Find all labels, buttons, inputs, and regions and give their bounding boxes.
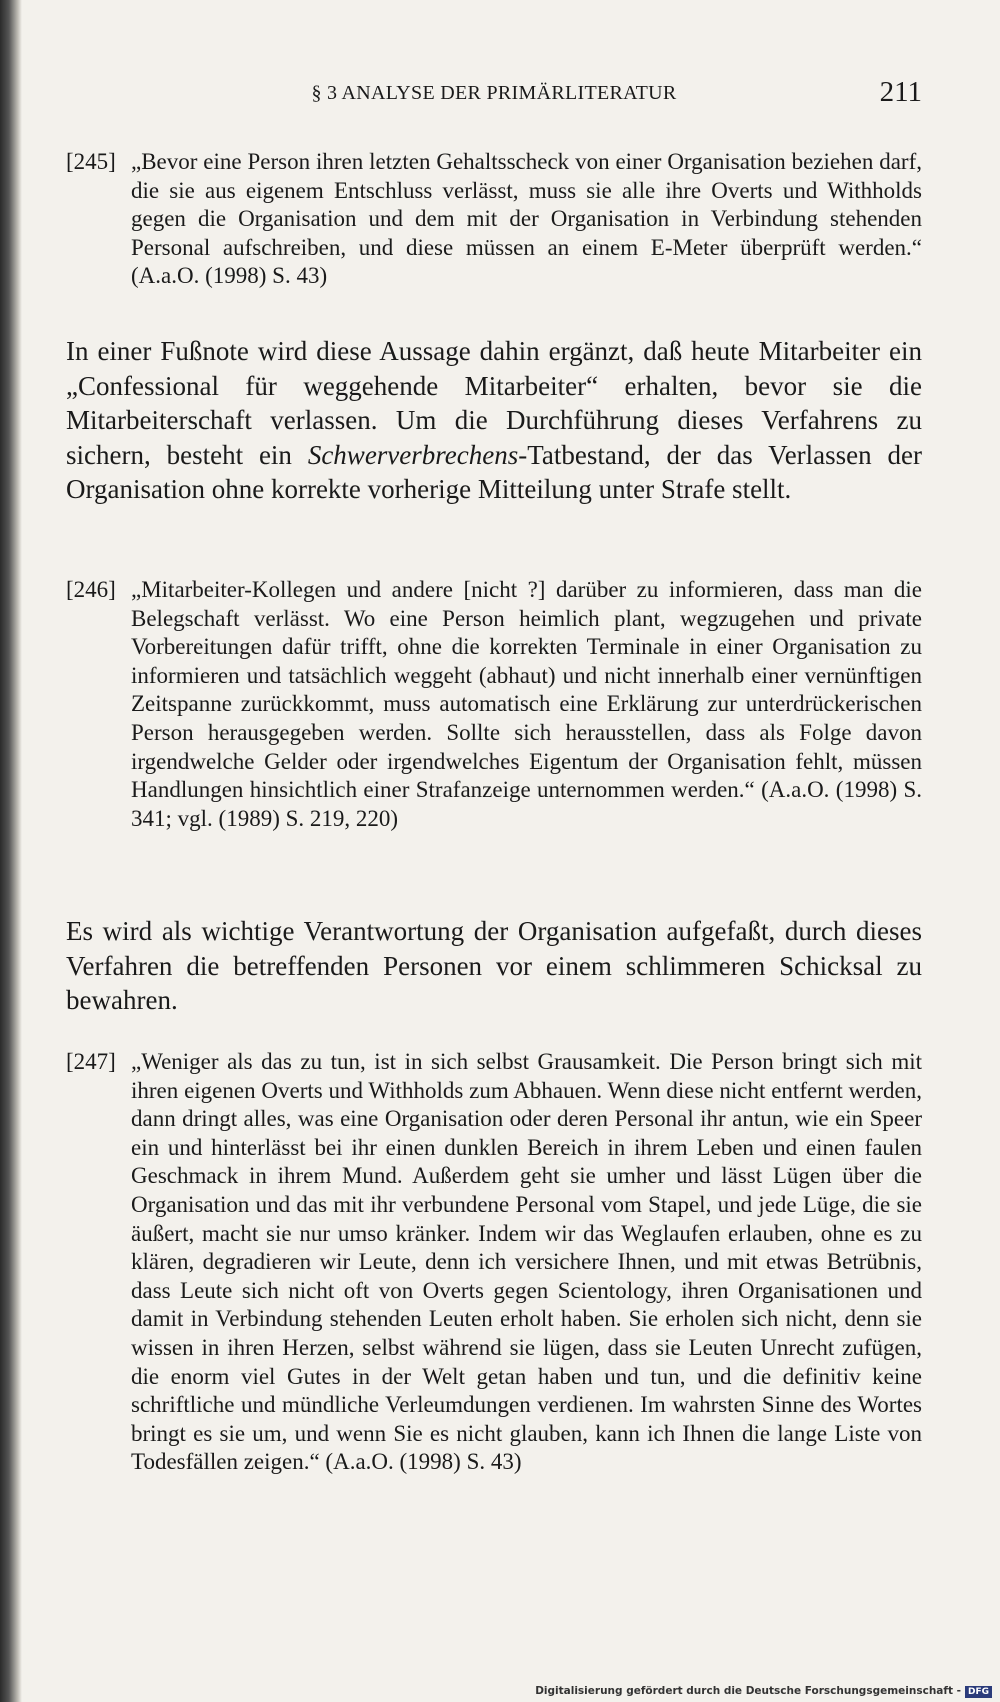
emphasis-term: Schwerverbrechens (307, 439, 519, 470)
paragraph-text: Es wird als wichtige Verantwortung der Organisation aufgefaßt, durch dieses Verfahren die betreffenden Personen vor einem schlimmeren Schicksal zu bewahren. (66, 916, 922, 1015)
digitization-footer (535, 1685, 992, 1698)
quote-text: „Bevor eine Person ihren letzten Gehaltsscheck von einer Organisation beziehen darf, die sie aus eigenem Entschluss verlässt, muss sie alle ihre Overts und Withholds gegen die Organisation und dem mit der Organisation in Verbindung stehenden Personal aufschreiben, und diese müssen an einem E-Meter überprüft werden.“ (A.a.O. (1998) S. 43) (131, 149, 922, 289)
paragraph-text: -Tatbestand, der das Verlassen der Organisation ohne korrekte vorherige Mitteilung unter Strafe stellt. (66, 439, 923, 504)
quote-number: [247] (66, 1049, 116, 1074)
quote-block-246 (66, 576, 922, 833)
quote-text: „Mitarbeiter-Kollegen und andere [nicht ?] darüber zu informieren, dass man die Belegschaft verlässt. Wo eine Person heimlich plant, wegzugehen und private Vorbereitungen dafür trifft, ohne die korrekten Terminale in einer Organisation zu informieren und tatsächlich weggeht (abhaut) und nicht innerhalb einer vernünftigen Zeitspanne zurückkommt, muss automatisch eine Erklärung zur unterdrückerischen Person herausgegeben werden. Sollte sich herausstellen, dass als Folge davon irgendwelche Gelder oder irgendwelches Eigentum der Organisation fehlt, müssen Handlungen hinsichtlich einer Strafanzeige unternommen werden.“ (A.a.O. (1998) S. 341; vgl. (1989) S. 219, 220) (131, 577, 922, 831)
paragraph-text: In einer Fußnote wird diese Aussage dahin ergänzt, daß heute Mitarbeiter ein „Confessional für weggehende Mitarbeiter“ erhalten, bevor sie die Mitarbeiterschaft verlassen. Um die Durchführung dieses Verfahrens zu sichern, besteht ein (66, 336, 922, 470)
dfg-logo: DFG (965, 1686, 992, 1698)
body-paragraph-2 (66, 914, 922, 1018)
page-number: 211 (879, 76, 922, 108)
page-binding-shadow (0, 0, 22, 1702)
quote-block-247 (66, 1048, 922, 1477)
quote-block-245 (66, 148, 922, 291)
quote-number: [246] (66, 577, 116, 602)
running-header (66, 76, 922, 116)
quote-number: [245] (66, 149, 116, 174)
body-paragraph-1 (66, 334, 922, 507)
chapter-title: § 3 ANALYSE DER PRIMÄRLITERATUR (311, 82, 677, 104)
quote-text: „Weniger als das zu tun, ist in sich selbst Grausamkeit. Die Person bringt sich mit ihren eigenen Overts und Withholds zum Abhauen. Wenn diese nicht entfernt werden, dann dringt alles, was eine Organisation oder deren Personal ihr antun, wie ein Speer ein und hinterlässt bei ihr einen dunklen Bereich in ihrem Leben und einen faulen Geschmack in ihrem Mund. Außerdem geht sie umher und lässt Lügen über die Organisation und das mit ihr verbundene Personal vom Stapel, und jede Lüge, die sie äußert, macht sie nur umso kränker. Indem wir das Weglaufen erlauben, ohne es zu klären, degradieren wir Leute, denn ich versichere Ihnen, und mit etwas Betrübnis, dass Leute sich nicht oft von Overts gegen Scientology, ihren Organisationen und damit in Verbindung stehenden Leuten erholt haben. Sie erholen sich nicht, denn sie wissen in ihren Herzen, selbst während sie lügen, dass sie Leuten Unrecht zufügen, die enorm viel Gutes in der Welt getan haben und tun, und die definitiv keine schriftliche und mündliche Verleumdungen verdienen. Im wahrsten Sinne des Wortes bringt es sie um, und wenn Sie es nicht glauben, kann ich Ihnen die lange Liste von Todesfällen zeigen.“ (A.a.O. (1998) S. 43) (131, 1049, 922, 1475)
footer-text: Digitalisierung gefördert durch die Deutsche Forschungsgemeinschaft - (535, 1685, 961, 1697)
